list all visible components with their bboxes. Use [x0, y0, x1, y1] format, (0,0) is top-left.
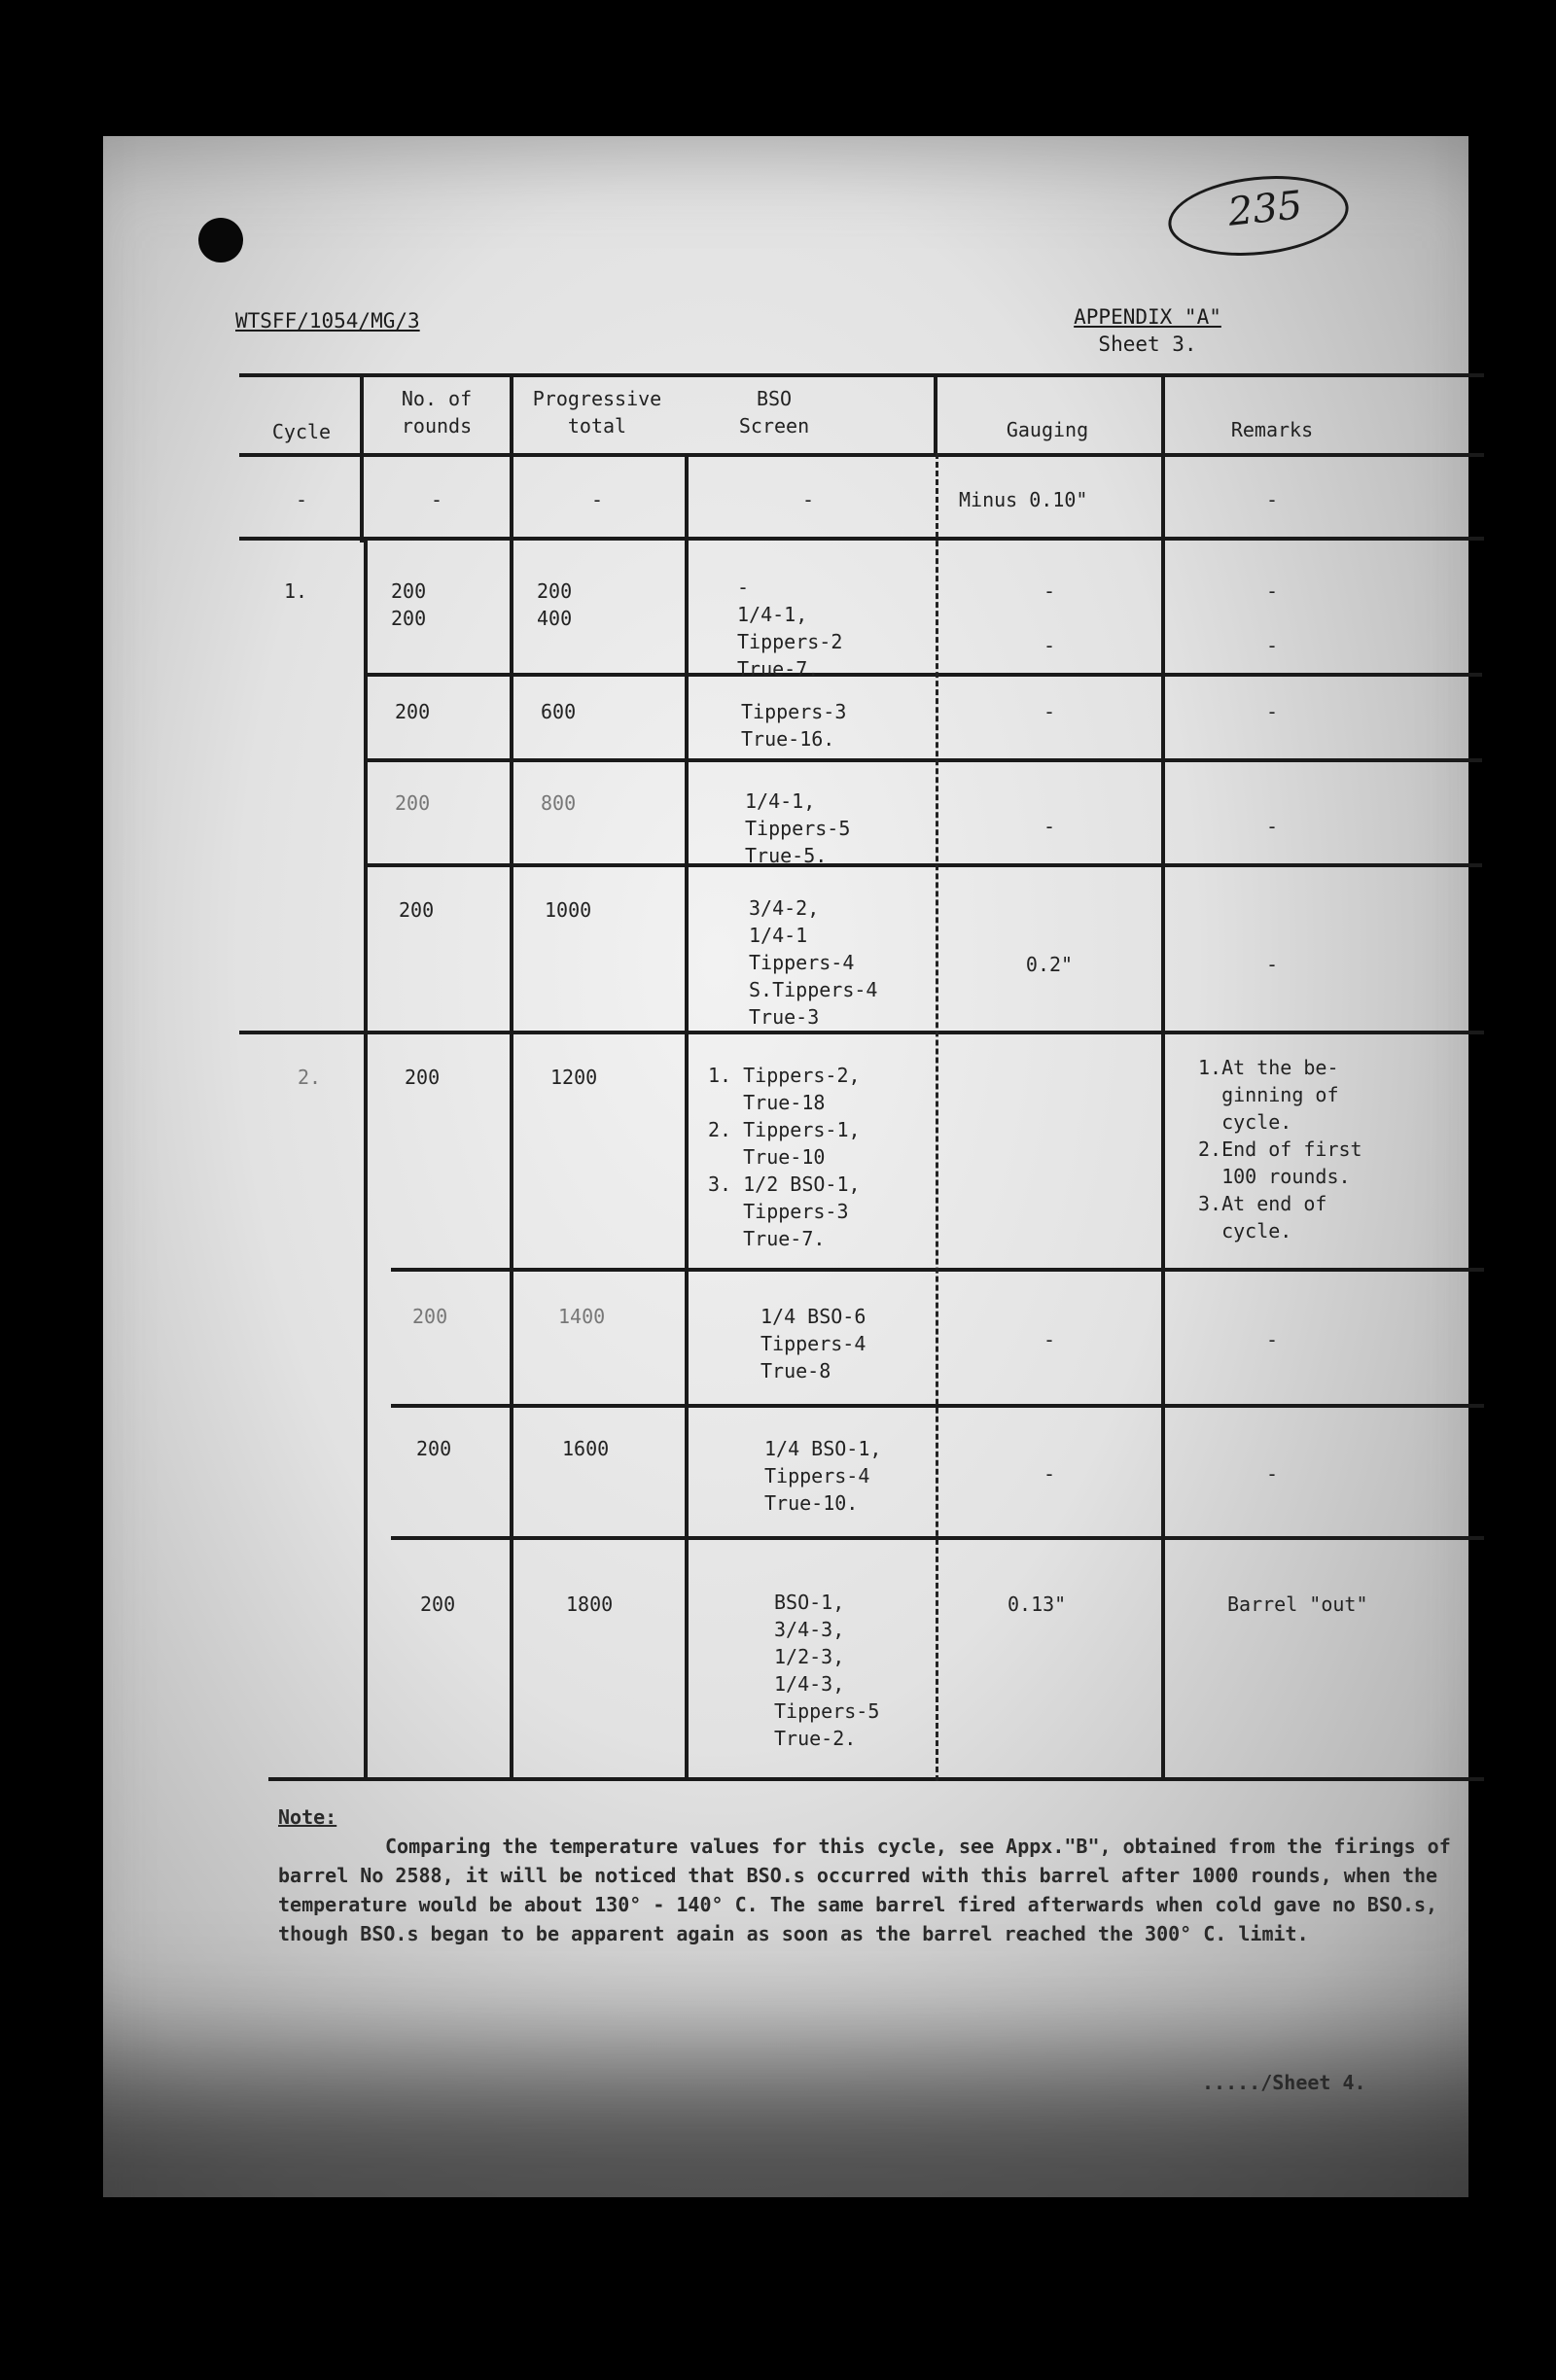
- cell-rounds: 200: [395, 700, 431, 723]
- cell-gauging: 0.13": [1008, 1592, 1067, 1616]
- cell-cycle: -: [295, 488, 308, 511]
- cell-cycle: 1.: [284, 579, 308, 603]
- cell-remarks: - -: [1265, 579, 1279, 657]
- cell-rounds: 200: [412, 1305, 448, 1328]
- sheet-label: Sheet 3.: [1098, 332, 1197, 356]
- table-col-divider: [510, 377, 513, 1781]
- table-rule: [364, 863, 1482, 867]
- cell-gauging: -: [1043, 1462, 1056, 1486]
- cell-bso: 3/4-2, 1/4-1 Tippers-4 S.Tippers-4 True-3: [749, 896, 878, 1029]
- cell-remarks: 1.At the be- ginning of cycle. 2.End of first 100 rounds. 3.At end of cycle.: [1198, 1056, 1362, 1242]
- cell-remarks: -: [1265, 1462, 1279, 1486]
- note-text: Comparing the temperature values for this cycle, see Appx."B", obtained from the firings of barrel No 2588, it will be noticed that BSO.s occurred with this barrel after 1000 rounds, when the temperature would be about 130° - 140° C. The same barrel fired afterwards when cold gave no BSO.s, though BSO.s began to be apparent again as soon as the barrel reached the 300° C. limit.: [278, 1835, 1451, 1945]
- cell-remarks: -: [1265, 953, 1279, 976]
- cell-rounds: 200: [405, 1066, 441, 1089]
- cell-rounds: 200: [399, 898, 435, 922]
- punch-hole: [198, 218, 243, 262]
- cell-total: 1400: [558, 1305, 606, 1328]
- cell-total: 600: [541, 700, 577, 723]
- note-label: Note:: [278, 1805, 337, 1829]
- cell-remarks: -: [1265, 815, 1279, 838]
- cell-bso: 1/4 BSO-6 Tippers-4 True-8: [760, 1305, 866, 1382]
- cell-total: 1800: [566, 1592, 614, 1616]
- header-remarks: Remarks: [1230, 418, 1314, 441]
- header-progressive-total: Progressive total: [532, 387, 662, 438]
- cell-total: -: [590, 488, 604, 511]
- table-rule-header: [239, 453, 1484, 457]
- cell-total: 1000: [545, 898, 592, 922]
- cell-total: 1200: [550, 1066, 598, 1089]
- table-col-divider: [685, 453, 689, 1781]
- note-block: [278, 1802, 1455, 1948]
- table-rule: [239, 537, 1484, 541]
- cell-cycle: 2.: [298, 1066, 322, 1089]
- header-gauging: Gauging: [1006, 418, 1089, 441]
- cell-bso: - 1/4-1, Tippers-2 True-7.: [737, 576, 843, 681]
- cell-rounds: 200: [416, 1437, 452, 1460]
- cell-remarks: -: [1265, 1328, 1279, 1351]
- table-rule-bottom: [268, 1777, 1484, 1781]
- header-rounds: No. of rounds: [401, 387, 473, 438]
- table-rule-top: [239, 373, 1484, 377]
- cell-remarks: -: [1265, 700, 1279, 723]
- cell-remarks: -: [1265, 488, 1279, 511]
- cell-bso: 1/4-1, Tippers-5 True-5.: [745, 789, 851, 867]
- table-rule: [364, 758, 1482, 762]
- header-cycle: Cycle: [271, 420, 332, 443]
- appendix-title: APPENDIX "A": [1074, 305, 1221, 329]
- header-bso-screen: BSO Screen: [738, 387, 810, 438]
- cell-gauging: -: [1043, 700, 1056, 723]
- table-rule: [239, 1031, 1484, 1034]
- cell-bso: 1/4 BSO-1, Tippers-4 True-10.: [764, 1437, 882, 1515]
- cell-rounds: -: [430, 488, 443, 511]
- cell-gauging: -: [1043, 815, 1056, 838]
- cell-gauging: - -: [1043, 579, 1056, 657]
- cell-gauging: -: [1043, 1328, 1056, 1351]
- cell-total: 1600: [562, 1437, 610, 1460]
- cell-bso: Tippers-3 True-16.: [741, 700, 847, 751]
- table-rule: [364, 673, 1482, 677]
- cell-rounds: 200 200: [391, 579, 427, 630]
- table-col-divider: [936, 453, 938, 1781]
- cell-total: 800: [541, 791, 577, 815]
- document-reference: WTSFF/1054/MG/3: [235, 309, 420, 332]
- continuation-marker: ...../Sheet 4.: [1202, 2071, 1366, 2094]
- cell-remarks: Barrel "out": [1227, 1592, 1368, 1616]
- cell-bso: -: [801, 488, 815, 511]
- cell-total: 200 400: [537, 579, 573, 630]
- cell-bso: 1. Tippers-2, True-18 2. Tippers-1, True-10 3. 1/2 BSO-1, Tippers-3 True-7.: [708, 1064, 861, 1250]
- appendix-heading: [1021, 303, 1274, 358]
- cell-bso: BSO-1, 3/4-3, 1/2-3, 1/4-3, Tippers-5 True-2.: [774, 1591, 880, 1750]
- table-col-divider: [364, 537, 368, 1781]
- cell-gauging: Minus 0.10": [959, 488, 1088, 511]
- pencil-page-number: 235: [1225, 183, 1305, 235]
- document-page: [103, 136, 1468, 2197]
- cell-rounds: 200: [395, 791, 431, 815]
- cell-gauging: 0.2": [1025, 953, 1074, 976]
- cell-rounds: 200: [420, 1592, 456, 1616]
- table-col-divider: [360, 377, 364, 542]
